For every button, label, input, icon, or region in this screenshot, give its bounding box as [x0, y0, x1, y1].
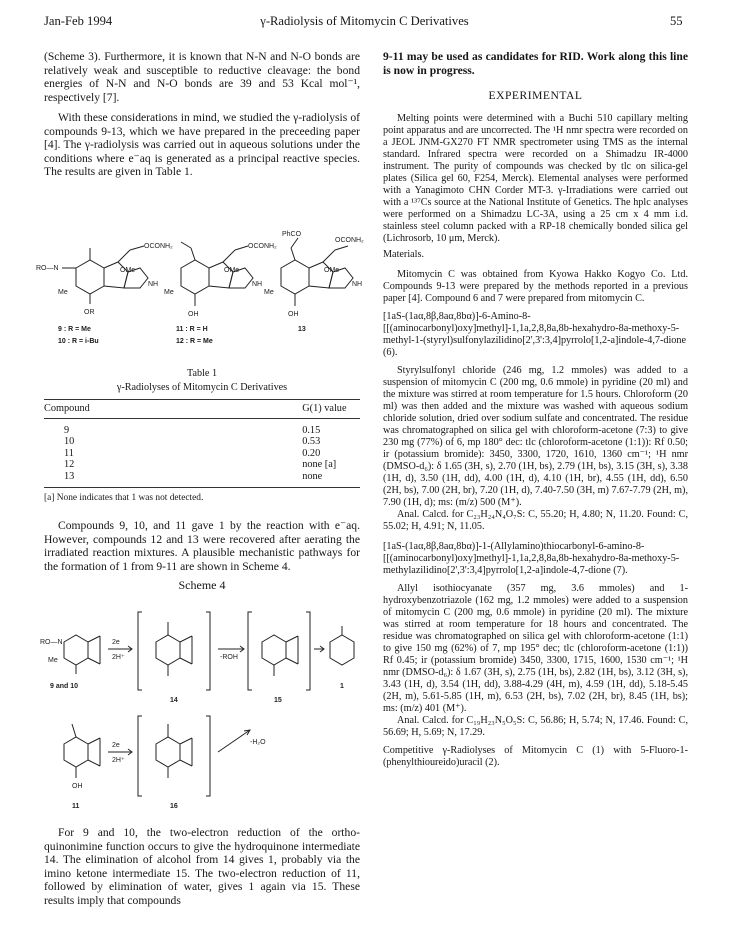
label-compound-10: 10 : R = i-Bu [58, 338, 99, 345]
table-cell-compound: 12 [64, 459, 75, 471]
scheme-label-16: 16 [170, 803, 178, 810]
scheme-label-15: 15 [274, 697, 282, 704]
ome-label-11: OMe [224, 267, 240, 274]
arrow-label-roh: -ROH [220, 654, 238, 661]
table-row [44, 425, 360, 437]
page-number: 55 [670, 14, 683, 28]
arrow-label-2e-b: 2e [112, 742, 120, 749]
table-title: Table 1 [186, 368, 218, 379]
arrow-label-2h-b: 2H⁺ [112, 757, 125, 764]
table-header-g: G(1) value [302, 403, 347, 414]
nh-label-9: NH [148, 281, 159, 288]
me-label-9: Me [58, 289, 68, 296]
arrow-label-2e: 2e [112, 639, 120, 646]
arrow-label-h2o: -H₂O [250, 739, 266, 746]
table-cell-g: 0.15 [302, 424, 321, 436]
running-header-date: Jan-Feb 1994 [44, 14, 113, 28]
compound-7-analysis: Anal. Calcd. for C₁₉H₂₃N₅O₅S: C, 56.86; H, 5.74; N, 17.46. Found: C, 56.69; H, 5.69; N, 17.29. [383, 714, 688, 738]
scheme-4-diagram [36, 604, 366, 822]
table-cell-compound: 13 [64, 470, 75, 482]
table-cell-compound: 11 [64, 447, 74, 459]
scheme-label-11: 11 [72, 803, 80, 810]
table-row [44, 436, 360, 448]
scheme-label-9-10: 9 and 10 [50, 683, 79, 690]
left-paragraph-4: For 9 and 10, the two-electron reduction of the ortho-quinonimine function occurs to give the hydroquinone intermediate 14. The elimination of alcohol from 14 gives 1, probably via the imino ketone intermediate 15. The two-electron reduction of 11, followed by elimination of water, gives 1 again via 15. These results imply that compounds [44, 826, 360, 907]
table-1-grid [44, 400, 360, 488]
scheme-label-1: 1 [340, 683, 344, 690]
label-compound-9: 9 : R = Me [58, 326, 91, 333]
table-cell-g: none [302, 470, 323, 482]
materials-label: Materials. [383, 248, 425, 260]
scheme-4-title: Scheme 4 [178, 578, 226, 592]
ocon-label-11: OCONH₂ [248, 243, 277, 250]
ome-label-9: OMe [120, 267, 136, 274]
table-cell-g: 0.20 [302, 447, 321, 459]
compound-6-name: [1aS-(1aα,8β,8aα,8bα)]-6-Amino-8-[[(aminocarbonyl)oxy]methyl]-1,1a,2,8,8a,8b-hexahydro-8a-methoxy-5-methyl-1-(styryl)sulfonylazilidino[2',3':3,4]pyrrolo[1,2-a]indole-4,7-dione (6). [383, 310, 686, 358]
me-label-13: Me [264, 289, 274, 296]
left-paragraph-1: (Scheme 3). Furthermore, it is known that N-N and N-O bonds are relatively weak and susceptible to reductive cleavage: the bond energies of N-N and N-O bonds are 39 and 53 Kcal mol⁻¹, respectively [7]. [44, 50, 360, 104]
left-paragraph-3: Compounds 9, 10, and 11 gave 1 by the reaction with e⁻aq. However, compounds 12 and 13 were recovered after aerating the irradiated reaction mixtures. A plausible mechanistic pathways for the formation of 1 from 9-11 are shown in Scheme 4. [44, 519, 360, 573]
experimental-heading: EXPERIMENTAL [488, 89, 583, 102]
right-paragraph-2: Melting points were determined with a Buchi 510 capillary melting point apparatus and are uncorrected. The ¹H nmr spectra were recorded on a JEOL JNM-GX270 FT NMR spectrometer using TMS as the internal standard. Infrared spectra were recorded on a Shimadzu IR-4000 instrument. The purity of compounds was checked by tlc on silica-gel plates (Silica gel 60, F254, Merck). Elemental analyses were performed with a Yanagimoto CHN Corder MT-3. γ-Irradiations were carried out with a ¹³⁷Cs source at the National Institute of Genetics. The hplc analyses were performed on a Shimadzu LC-3A, using a 25 cm x 4 mm i.d. stainless steel column packed with a RP-18 chemically bonded silica gel (Lichrosorb, 10 μm, Merck). [383, 112, 688, 244]
compound-7-name: [1aS-(1aα,8β,8aα,8bα)]-1-(Allylamino)thiocarbonyl-6-amino-8-[[(aminocarbonyl)oxy]methyl]-1,1a,2,8,8a,8b-hexahydro-8a-methoxy-5-methylazilidino[2',3':3,4]pyrrolo[1,2-a]indole-4,7-dione (7). [383, 540, 680, 576]
table-row [44, 459, 360, 471]
compound-6-procedure: Styrylsulfonyl chloride (246 mg, 1.2 mmoles) was added to a suspension of mitomycin C (200 mg, 0.6 mmole) in pyridine (20 ml) and the mixture was stirred at room temperature for 1.5 hours. Chloroform (20 ml) was then added and the mixture was washed with aqueous sodium chloride solution, dried over sodium sulfate and concentrated. The residue was chromatographed on silica gel with chloroform-acetone (7:3) to give 230 mg (77%) of 6, mp 180° dec: tlc (chloroform-acetone (1:1)): Rf 0.50; ir (potassium bromide): 3450, 3300, 1720, 1610, 1360 cm⁻¹; ¹H nmr (DMSO-d₆): δ 1.65 (3H, s), 2.70 (1H, bs), 2.79 (1H, bs), 3.15 (3H, s), 3.38 (1H, d), 3.50 (1H, dd), 4.00 (1H, d), 4.10 (1H, br), 4.55 (1H, dd), 6.50 (2H, bs), 7.00 (2H, br), 7.20 (1H, d), 7.40-7.50 (3H, m) 7.67-7.79 (2H, m), 7.90 (1H, d); ms: (m/z) 500 (M⁺). [383, 364, 688, 508]
scheme-oh-label: OH [72, 783, 83, 790]
table-cell-g: none [a] [302, 459, 337, 471]
left-column [44, 50, 360, 179]
table-cell-g: 0.53 [302, 436, 321, 448]
ocon-label-13: OCONH₂ [335, 237, 364, 244]
table-footnote: [a] None indicates that 1 was not detected. [44, 492, 204, 503]
ome-label-13: OMe [324, 267, 340, 274]
label-compound-12: 12 : R = Me [176, 338, 213, 345]
left-paragraph-2: With these considerations in mind, we studied the γ-radiolysis of compounds 9-13, which we have prepared in the preceeding paper [4]. The γ-radiolysis was carried out in aqueous solutions under the conditions where e⁻aq is generated as a principal reactive species. The results are given in Table 1. [44, 111, 360, 178]
left-paragraph-4-wrap [44, 826, 360, 907]
oh-label-11: OH [188, 311, 199, 318]
scheme-label-14: 14 [170, 697, 178, 704]
phco-label: PhCO [282, 231, 302, 238]
table-header-compound: Compound [44, 403, 90, 414]
right-paragraph-3: Mitomycin C was obtained from Kyowa Hakko Kogyo Co. Ltd. Compounds 9-13 were prepared by the methods reported in a previous paper [4]. Compound 6 and 7 were prepared from mitomycin C. [383, 268, 688, 304]
arrow-label-2h: 2H⁺ [112, 654, 125, 661]
scheme-me-label: Me [48, 657, 58, 664]
nh-label-11: NH [252, 281, 263, 288]
compound-6-analysis: Anal. Calcd. for C₂₃H₂₄N₄O₇S: C, 55.20; H, 4.80; N, 11.20. Found: C, 55.02; H, 4.91; N, 11.05. [383, 508, 688, 532]
right-column [383, 50, 688, 769]
compound-7-procedure: Allyl isothiocyanate (357 mg, 3.6 mmoles) and 1-hydroxybenzotriazole (162 mg, 1.2 mmoles) were added to a suspension of mitomycin C (200 mg, 0.6 mmole) in pyridine (20 ml). The mixture was stirred at room temperature for 18 hours and concentrated. The residue was chromatographed on silica gel with chloroform-acetone (1:1) to give 150 mg (62%) of 7, mp 195° dec; tlc (chloroform-acetone (1:1)) Rf 0.45; ir (potassium bromide) 3450, 3300, 1715, 1600, 1530 cm⁻¹; ¹H nmr (DMSO-d₆): δ 1.67 (3H, s), 2.75 (1H, bs), 2.82 (1H, bs), 3.12 (3H, s), 3.43 (1H, d), 3.54 (1H, dd), 3.88-4.29 (4H, m), 4.59 (1H, dd), 5.18-5.45 (2H, m), 5.61-5.85 (1H, m), 6.53 (2H, bs), 7.02 (2H, br), 8.45 (1H, bs); ms: (m/z) 401 (M⁺). [383, 582, 688, 714]
competitive-radiolysis-heading: Competitive γ-Radiolyses of Mitomycin C (1) with 5-Fluoro-1-(phenylthioureido)uracil (2). [383, 744, 688, 768]
label-compound-11: 11 : R = H [176, 326, 208, 333]
ocon-label-9: OCONH₂ [144, 243, 173, 250]
running-header-title: γ-Radiolysis of Mitomycin C Derivatives [260, 14, 469, 28]
left-paragraph-3-wrap [44, 519, 360, 593]
right-paragraph-1: 9-11 may be used as candidates for RID. Work along this line is now in progress. [383, 50, 688, 77]
oh-label-13: OH [288, 311, 299, 318]
label-compound-13: 13 [298, 326, 306, 333]
scheme-ron-label: RO—N [40, 639, 63, 646]
table-header-row [44, 400, 360, 418]
table-row [44, 448, 360, 460]
ron-label: RO—N [36, 265, 59, 272]
table-1 [44, 368, 360, 504]
me-label-11: Me [164, 289, 174, 296]
table-cell-compound: 9 [64, 424, 70, 436]
nh-label-13: NH [352, 281, 363, 288]
structures-9-13 [36, 228, 366, 338]
table-caption: γ-Radiolyses of Mitomycin C Derivatives [116, 382, 288, 393]
table-row [44, 471, 360, 483]
or-label: OR [84, 309, 95, 316]
table-cell-compound: 10 [64, 436, 75, 448]
